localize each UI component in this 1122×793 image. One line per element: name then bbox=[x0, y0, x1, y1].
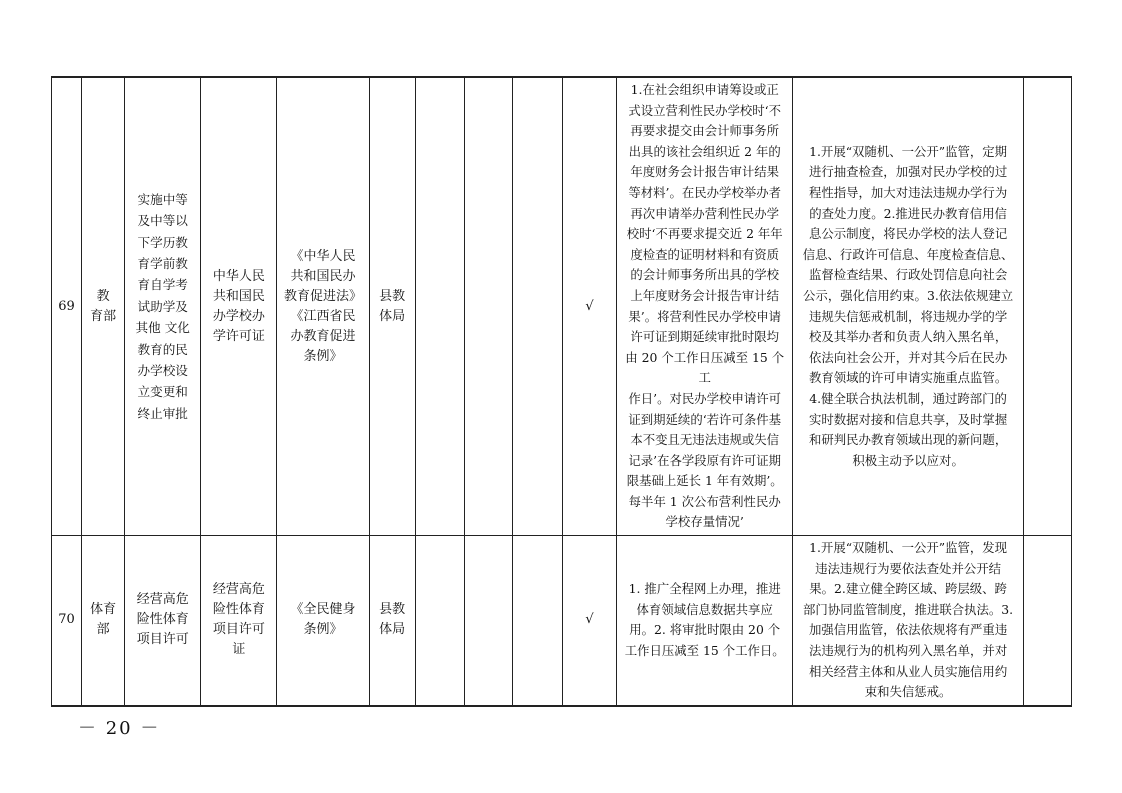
table-row bbox=[52, 77, 1072, 536]
table-row bbox=[52, 536, 1072, 706]
authority-cell: 县教 体局 bbox=[369, 536, 415, 706]
reform-measures-table bbox=[51, 76, 1072, 707]
reform-measures-cell: 1.在社会组织申请筹设或正 式设立营利性民办学校时‘不 再要求提交由会计师事务所 出具的该社会组织近 2 年的 年度财务会计报告审计结果 等材料’。在民办学校举办者 再次申请举办营利性民办学 校时‘不再要求提交近 2 年年 度检查的证明材料和有资质 的会计师事务所出具的学校 上年度财务会计报告审计结 果’。将营利性民办学校申请 许可证到期延续审批时限均 由 20 个工作日压减至 15 个工 作日’。对民办学校申请许可 证到期延续的‘若许可条件基 本不变且无违法违规或失信 记录’在各学段原有许可证期 限基础上延长 1 年有效期’。 每半年 1 次公布营利性民办 学校存量情况’ bbox=[617, 77, 793, 536]
authority-cell: 县教 体局 bbox=[369, 77, 415, 536]
remark-cell bbox=[1023, 536, 1071, 706]
department-cell: 体育 部 bbox=[82, 536, 125, 706]
license-cell: 经营高危 险性体育 项目许可 证 bbox=[201, 536, 277, 706]
empty-cell bbox=[512, 536, 562, 706]
empty-cell bbox=[512, 77, 562, 536]
row-number: 69 bbox=[52, 77, 82, 536]
legal-basis-cell: 《全民健身 条例》 bbox=[277, 536, 369, 706]
empty-cell bbox=[464, 536, 512, 706]
reform-measures-cell: 1. 推广全程网上办理，推进 体育领域信息数据共享应 用。2. 将审批时限由 20 个 工作日压减至 15 个工作日。 bbox=[617, 536, 793, 706]
department-cell: 教 育部 bbox=[82, 77, 125, 536]
remark-cell bbox=[1023, 77, 1071, 536]
legal-basis-cell: 《中华人民 共和国民办 教育促进法》 《江西省民 办教育促进 条例》 bbox=[277, 77, 369, 536]
supervision-measures-cell: 1.开展“双随机、一公开”监管，发现 违法违规行为要依法查处并公开结 果。2.建立健全跨区域、跨层级、跨 部门协同监管制度，推进联合执法。3. 加强信用监管，依法依规将有严重违 法违规行为的机构列入黑名单，并对 相关经营主体和从业人员实施信用约 束和失信惩戒。 bbox=[793, 536, 1023, 706]
license-cell: 中华人民 共和国民 办学校办 学许可证 bbox=[201, 77, 277, 536]
approval-item-cell: 经营高危 险性体育 项目许可 bbox=[125, 536, 201, 706]
row-number: 70 bbox=[52, 536, 82, 706]
empty-cell bbox=[464, 77, 512, 536]
page-number: － 20 － bbox=[78, 718, 161, 739]
check-mark: √ bbox=[562, 536, 616, 706]
check-mark: √ bbox=[562, 77, 616, 536]
empty-cell bbox=[415, 536, 464, 706]
approval-item-cell: 实施中等 及中等以 下学历教 育学前教 育自学考 试助学及 其他 文化 教育的民 办学校设 立变更和 终止审批 bbox=[125, 77, 201, 536]
supervision-measures-cell: 1.开展“双随机、一公开”监管，定期 进行抽查检查，加强对民办学校的过 程性指导，加大对违法违规办学行为 的查处力度。2.推进民办教育信用信 息公示制度，将民办学校的法人登记 信息、行政许可信息、年度检查信息、 监督检查结果、行政处罚信息向社会 公示，强化信用约束。3.依法依规建立 违规失信惩戒机制，将违规办学的学 校及其举办者和负责人纳入黑名单， 依法向社会公开，并对其今后在民办 教育领域的许可申请实施重点监管。 4.健全联合执法机制，通过跨部门的 实时数据对接和信息共享，及时掌握 和研判民办教育领域出现的新问题， 积极主动予以应对。 bbox=[793, 77, 1023, 536]
empty-cell bbox=[415, 77, 464, 536]
